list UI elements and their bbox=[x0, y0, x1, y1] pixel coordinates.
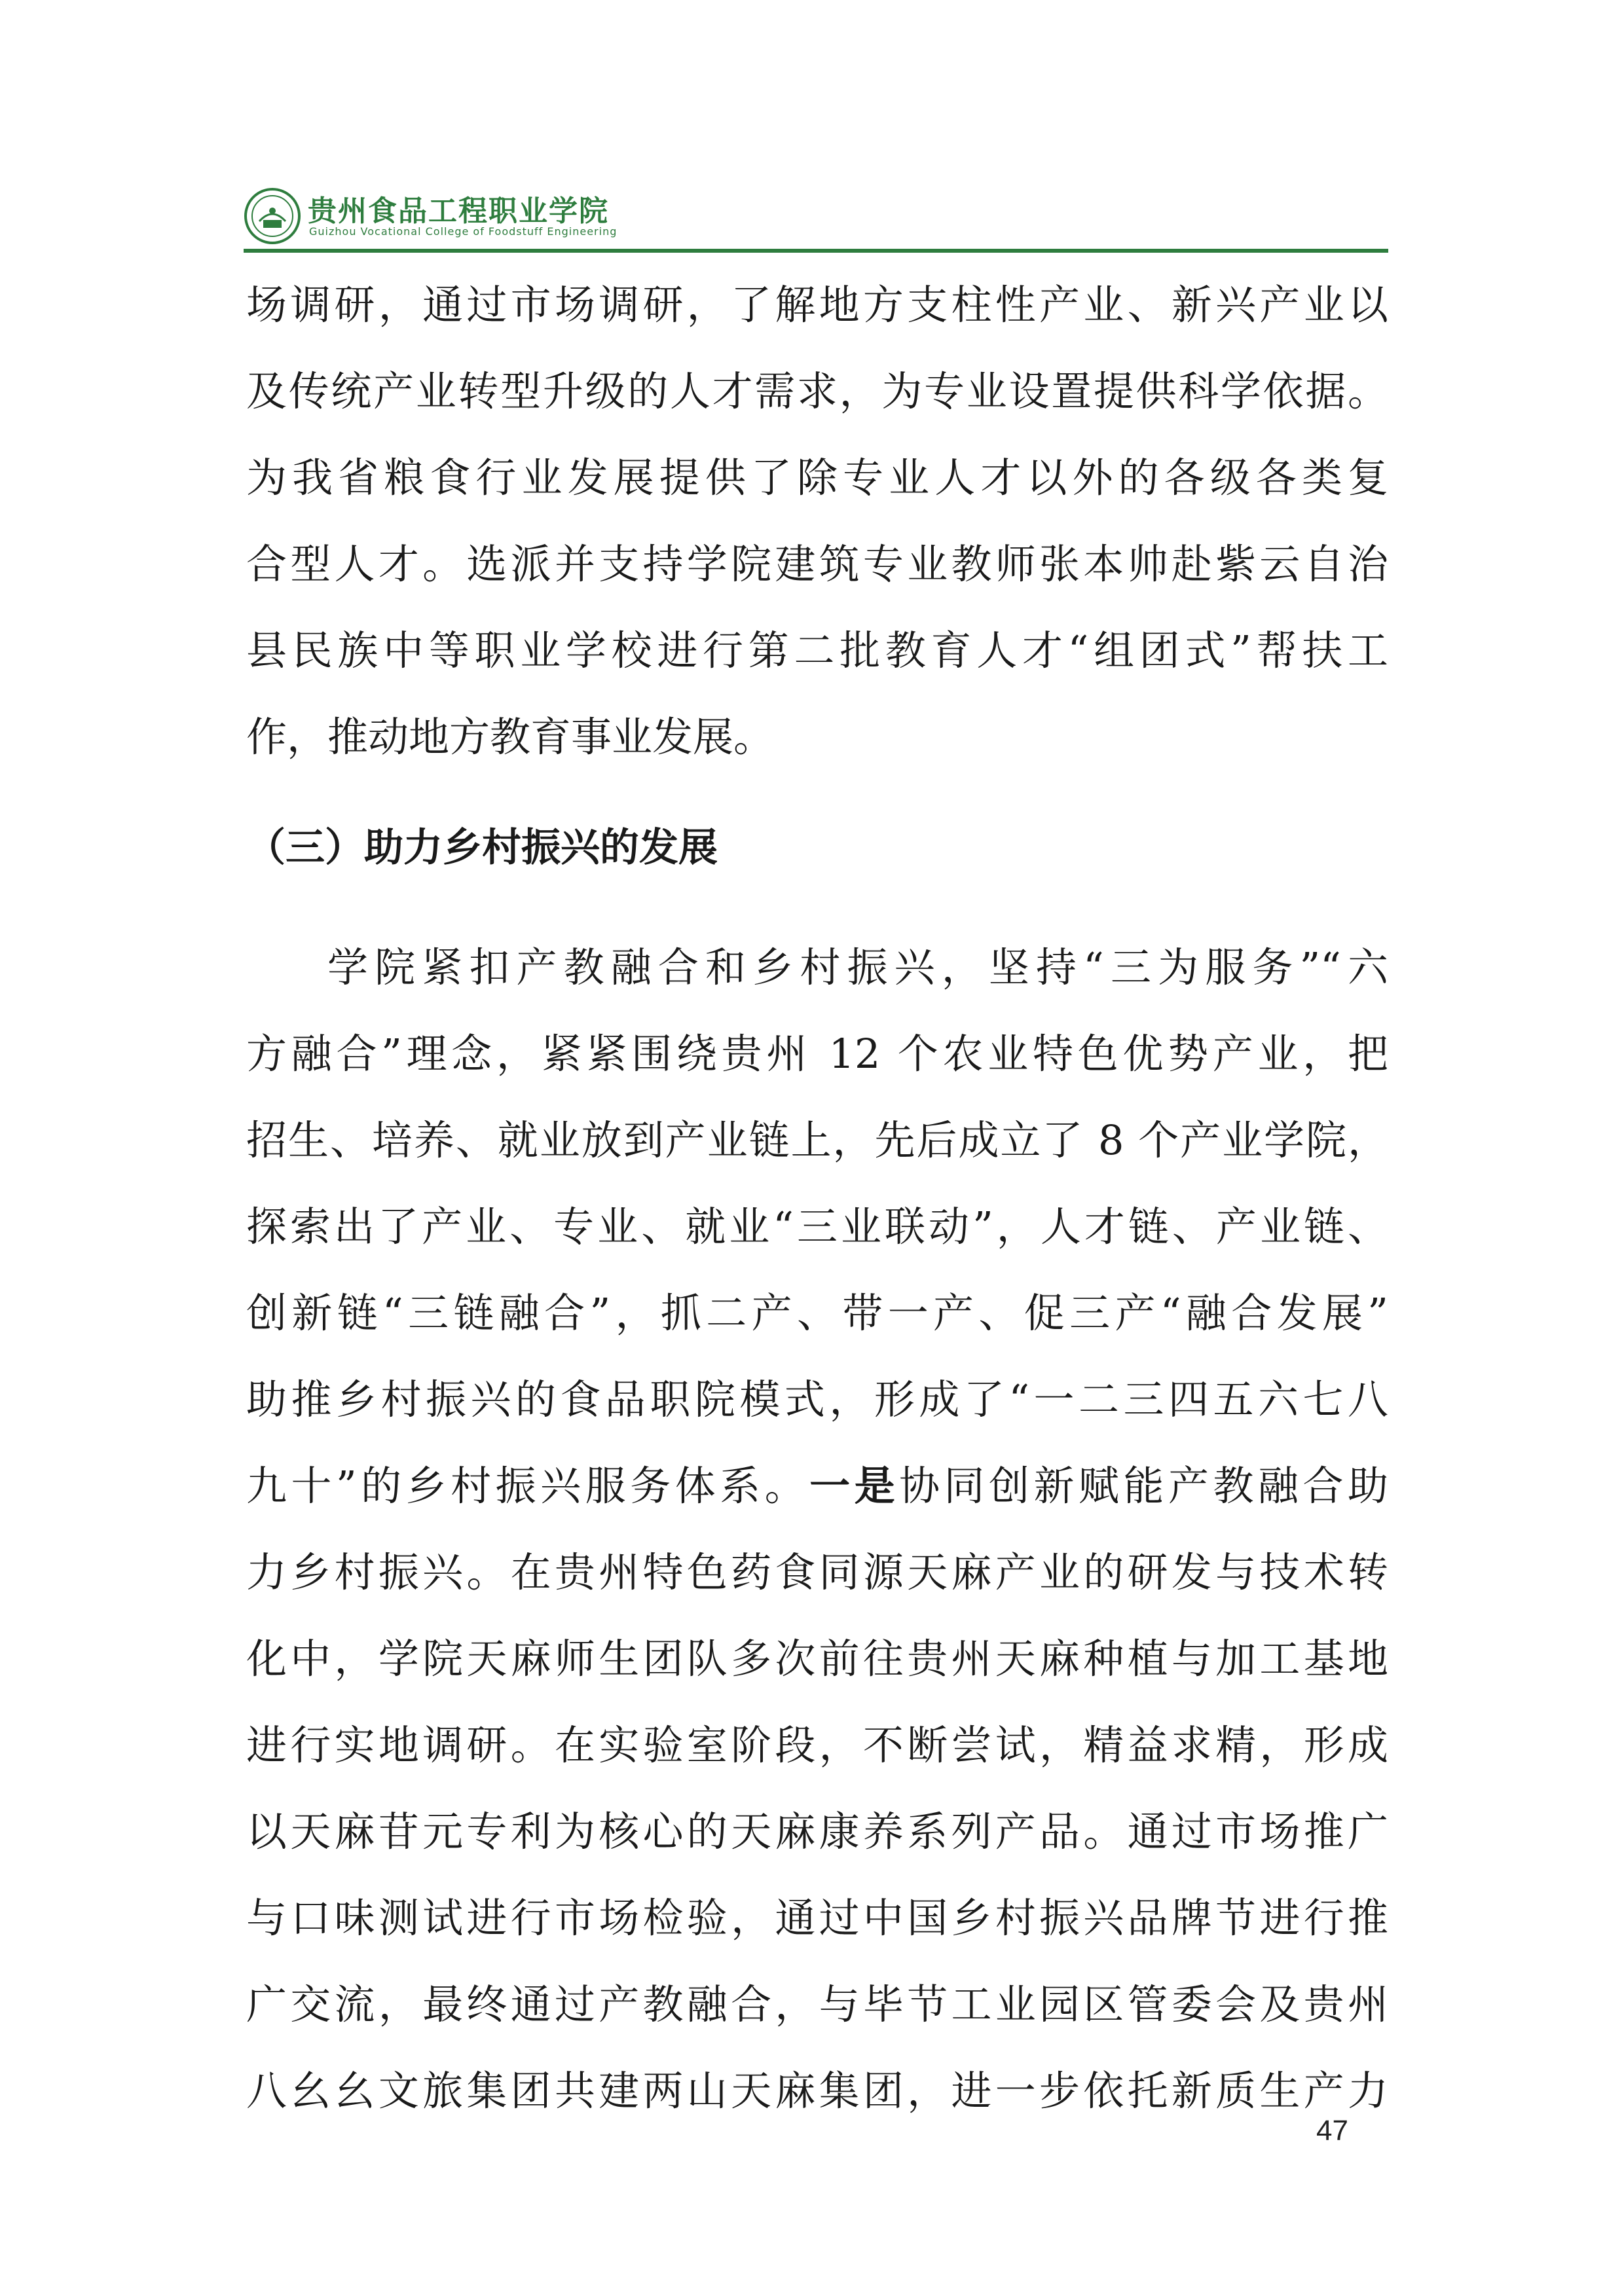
bold-emphasis: 一是 bbox=[809, 1462, 900, 1510]
text-line: 八幺幺文旅集团共建两山天麻集团，进一步依托新质生产力 bbox=[246, 2067, 1388, 2115]
text-line: 及传统产业转型升级的人才需求，为专业设置提供科学依据。 bbox=[246, 367, 1388, 415]
text-line: 进行实地调研。在实验室阶段，不断尝试，精益求精，形成 bbox=[246, 1721, 1388, 1769]
text-line: 作，推动地方教育事业发展。 bbox=[246, 713, 775, 761]
text-line: 助推乡村振兴的食品职院模式，形成了“一二三四五六七八 bbox=[246, 1376, 1388, 1423]
header-divider bbox=[244, 249, 1388, 253]
college-name-cn: 贵州食品工程职业学院 bbox=[308, 194, 609, 228]
text-line: 合型人才。选派并支持学院建筑专业教师张本帅赴紫云自治 bbox=[246, 540, 1388, 588]
text-line: 场调研，通过市场调研，了解地方支柱性产业、新兴产业以 bbox=[246, 281, 1388, 329]
page-header bbox=[244, 185, 1388, 253]
section-heading: （三）助力乡村振兴的发展 bbox=[246, 825, 718, 871]
text-line: 学院紧扣产教融合和乡村振兴，坚持“三为服务”“六 bbox=[327, 943, 1388, 991]
text-line: 为我省粮食行业发展提供了除专业人才以外的各级各类复 bbox=[246, 454, 1388, 501]
text-line: 探索出了产业、专业、就业“三业联动”，人才链、产业链、 bbox=[246, 1203, 1388, 1250]
text-line: 方融合”理念，紧紧围绕贵州 12 个农业特色优势产业，把 bbox=[246, 1030, 1388, 1078]
text-line bbox=[246, 1443, 1388, 1529]
page-number: 47 bbox=[1316, 2115, 1348, 2147]
text-line: 创新链“三链融合”，抓二产、带一产、促三产“融合发展” bbox=[246, 1289, 1388, 1337]
text-line: 与口味测试进行市场检验，通过中国乡村振兴品牌节进行推 bbox=[246, 1894, 1388, 1942]
text-line: 县民族中等职业学校进行第二批教育人才“组团式”帮扶工 bbox=[246, 627, 1388, 674]
text-line: 以天麻苷元专利为核心的天麻康养系列产品。通过市场推广 bbox=[246, 1808, 1388, 1855]
text-span: 协同创新赋能产教融合助 bbox=[899, 1462, 1388, 1510]
college-logo bbox=[244, 185, 618, 247]
college-seal-icon bbox=[244, 187, 301, 245]
text-line: 力乡村振兴。在贵州特色药食同源天麻产业的研发与技术转 bbox=[246, 1548, 1388, 1596]
paragraph-2 bbox=[246, 924, 1388, 2134]
text-span: 九十”的乡村振兴服务体系。 bbox=[246, 1462, 810, 1510]
paragraph-1 bbox=[246, 262, 1388, 780]
text-line: 招生、培养、就业放到产业链上，先后成立了 8 个产业学院， bbox=[246, 1116, 1388, 1164]
text-line: 化中，学院天麻师生团队多次前往贵州天麻种植与加工基地 bbox=[246, 1635, 1388, 1683]
text-line: 广交流，最终通过产教融合，与毕节工业园区管委会及贵州 bbox=[246, 1980, 1388, 2028]
college-name-en: Guizhou Vocational College of Foodstuff Engineering bbox=[309, 225, 618, 238]
